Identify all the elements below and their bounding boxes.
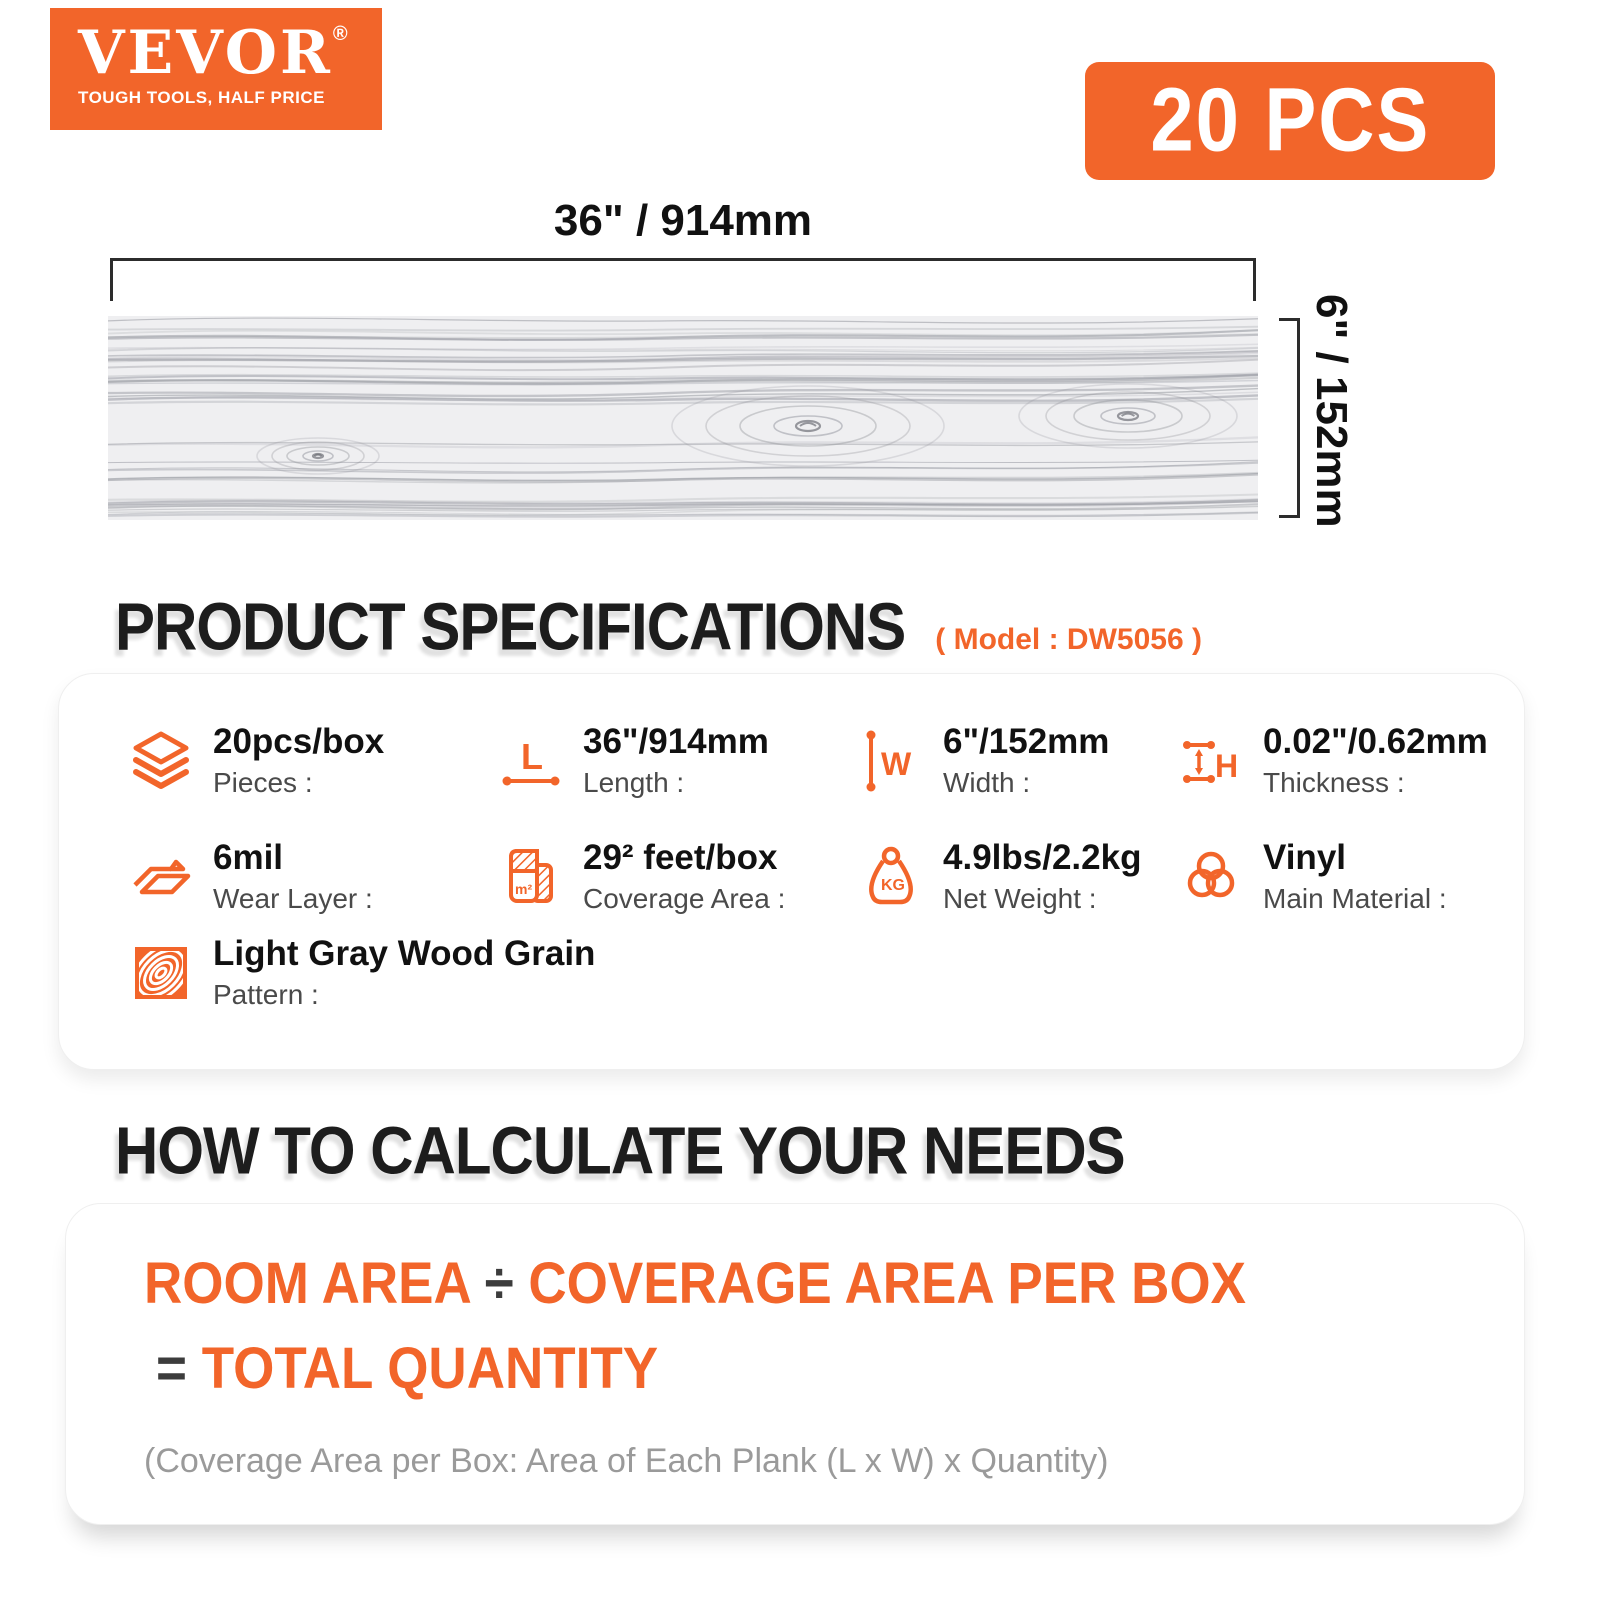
svg-text:W: W: [881, 746, 912, 783]
width-icon: [859, 729, 923, 793]
spec-coverage-area: [499, 840, 785, 915]
calc-title: HOW TO CALCULATE YOUR NEEDS: [115, 1112, 1125, 1188]
plank-width-dimension: 6" / 152mm: [1307, 294, 1356, 528]
spec-width: [859, 724, 1109, 799]
spec-net-weight: [859, 840, 1141, 915]
spec-label: Main Material :: [1263, 882, 1447, 914]
pieces-badge: [1085, 62, 1495, 180]
spec-value: 29² feet/box: [583, 838, 778, 877]
vevor-logo: [50, 8, 382, 130]
svg-text:KG: KG: [881, 877, 905, 895]
spec-value: Light Gray Wood Grain: [213, 934, 596, 973]
spec-length: [499, 724, 769, 799]
calc-section-heading: [115, 1112, 1125, 1189]
calc-body: [144, 1250, 1246, 1481]
calc-card: [65, 1203, 1525, 1525]
length-icon: [499, 729, 563, 793]
spec-label: Wear Layer :: [213, 882, 373, 914]
spec-pattern: [129, 936, 595, 1011]
wear-layer-icon: [129, 845, 193, 909]
spec-value: 20pcs/box: [213, 722, 385, 761]
model-number: ( Model : DW5056 ): [935, 623, 1202, 656]
spec-label: Pattern :: [213, 978, 319, 1010]
equals-sign: =: [156, 1336, 187, 1401]
svg-text:m²: m²: [515, 881, 533, 898]
formula-line-1: [144, 1250, 1246, 1317]
stacked-layers-icon: [129, 729, 193, 793]
calc-note: (Coverage Area per Box: Area of Each Plank (L x W) x Quantity): [144, 1442, 1109, 1480]
specs-title: PRODUCT SPECIFICATIONS: [115, 588, 906, 664]
specs-section-heading: [115, 588, 1202, 665]
spec-label: Width :: [943, 766, 1031, 798]
material-icon: [1179, 845, 1243, 909]
divide-sign: ÷: [484, 1251, 514, 1316]
formula-room-area: ROOM AREA: [144, 1251, 470, 1316]
spec-label: Pieces :: [213, 766, 313, 798]
spec-value: Vinyl: [1263, 838, 1347, 877]
spec-main-material: [1179, 840, 1447, 915]
registered-mark: ®: [332, 23, 351, 45]
coverage-area-icon: [499, 845, 563, 909]
formula-line-2: [144, 1335, 1246, 1402]
spec-label: Length :: [583, 766, 685, 798]
formula-coverage: COVERAGE AREA PER BOX: [528, 1251, 1246, 1316]
formula-total: TOTAL QUANTITY: [201, 1336, 659, 1401]
brand-name: VEVOR®: [78, 18, 351, 88]
spec-value: 4.9lbs/2.2kg: [943, 838, 1142, 877]
specs-card: [58, 673, 1525, 1070]
thickness-icon: [1179, 729, 1243, 793]
svg-text:L: L: [521, 736, 543, 778]
spec-value: 6mil: [213, 838, 284, 877]
pattern-icon: [129, 941, 193, 1005]
spec-label: Thickness :: [1263, 766, 1405, 798]
length-dimension-bracket: [110, 258, 1256, 298]
wood-grain-texture: [108, 316, 1258, 520]
spec-value: 6"/152mm: [943, 722, 1110, 761]
net-weight-icon: [859, 845, 923, 909]
spec-label: Coverage Area :: [583, 882, 786, 914]
plank-length-dimension: 36" / 914mm: [553, 196, 813, 245]
width-dimension-bracket: [1282, 318, 1300, 518]
spec-wear-layer: [129, 840, 373, 915]
spec-value: 36"/914mm: [583, 722, 769, 761]
plank-image: [108, 316, 1258, 520]
svg-text:H: H: [1215, 748, 1239, 785]
spec-thickness: [1179, 724, 1488, 799]
spec-value: 0.02"/0.62mm: [1263, 722, 1488, 761]
spec-label: Net Weight :: [943, 882, 1097, 914]
spec-pieces: [129, 724, 384, 799]
pieces-badge-label: 20 PCS: [1150, 70, 1430, 171]
brand-tagline: TOUGH TOOLS, HALF PRICE: [78, 88, 325, 107]
